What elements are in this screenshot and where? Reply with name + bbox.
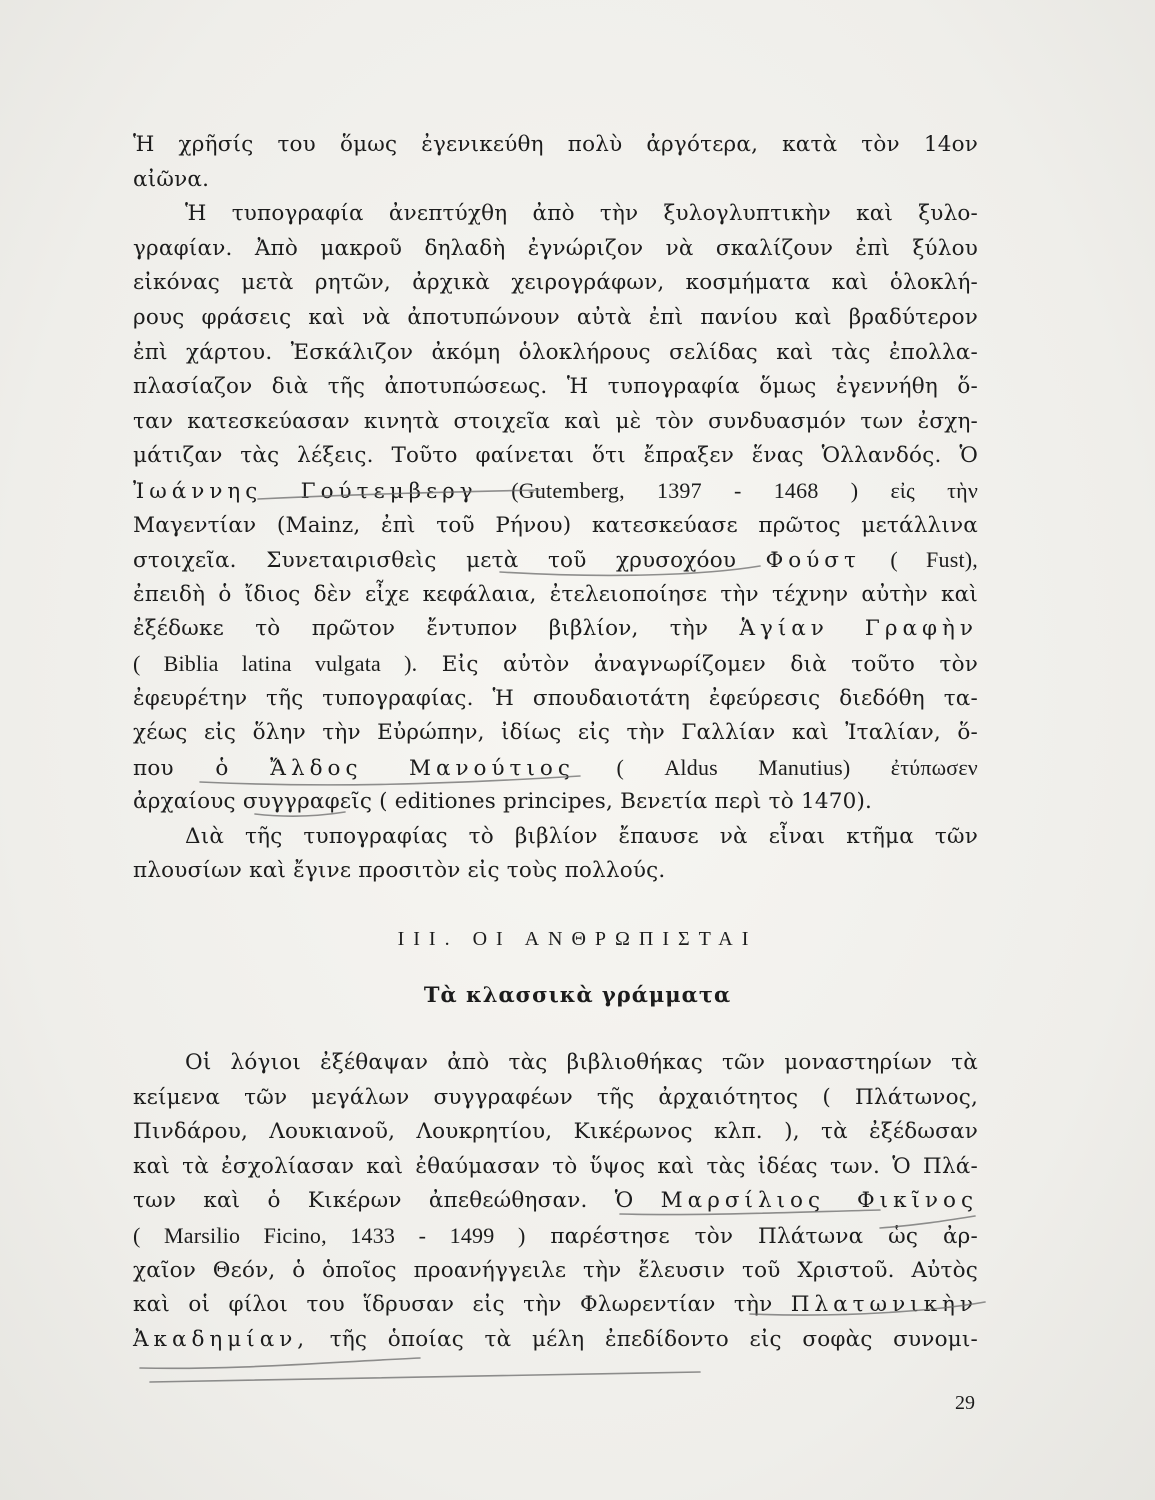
aldus-latin: ( Aldus Manutius) ἐτύπωσεν bbox=[616, 754, 978, 780]
ficino-pre: των καὶ ὁ Κικέρων ἀπεθεώθησαν. Ὁ bbox=[133, 1188, 634, 1214]
text-line: πλασίαζον διὰ τῆς ἀποτυπώσεως. Ἡ τυπογραφία ὅμως ἐγεννήθη ὅ- bbox=[133, 374, 978, 400]
text-line: ἀρχαίους συγγραφεῖς ( editiones principes, Βενετία περὶ τὸ 1470). bbox=[133, 789, 873, 815]
name-ficino: Μαρσίλιος Φικῖνος bbox=[660, 1188, 978, 1214]
name-gutenberg: Ἰωάννης Γούτεμβεργ bbox=[133, 478, 478, 504]
text-line-fust bbox=[133, 543, 978, 578]
main-text bbox=[133, 128, 978, 889]
name-fust: Φούστ bbox=[765, 548, 861, 574]
bible-latin: ( Biblia latina vulgata ). bbox=[133, 650, 418, 676]
bible-post: Εἰς αὐτὸν ἀναγνωρίζομεν διὰ τοῦτο τὸν bbox=[441, 651, 978, 677]
text-line: ἐπὶ χάρτου. Ἐσκάλιζον ἀκόμη ὁλοκλήρους σελίδας καὶ τὰς ἐπολλα- bbox=[133, 339, 978, 365]
text-line: χέως εἰς ὅλην τὴν Εὐρώπην, ἰδίως εἰς τὴν Γαλλίαν καὶ Ἰταλίαν, ὅ- bbox=[133, 720, 978, 746]
text-line: μάτιζαν τὰς λέξεις. Τοῦτο φαίνεται ὅτι ἔπραξεν ἕνας Ὁλλανδός. Ὁ bbox=[133, 443, 978, 469]
text-line: Ἡ τυπογραφία ἀνεπτύχθη ἀπὸ τὴν ξυλογλυπτικὴν καὶ ξυλο- bbox=[185, 201, 978, 227]
name-bible: Ἁγίαν Γραφὴν bbox=[739, 616, 978, 642]
ficino-post: παρέστησε τὸν Πλάτωνα ὡς ἀρ- bbox=[550, 1223, 978, 1249]
text-line-aldus bbox=[133, 751, 978, 786]
academy-post: τῆς ὁποίας τὰ μέλη ἐπεδίδοντο εἰς σοφὰς συνομι- bbox=[329, 1326, 978, 1352]
text-line-academy bbox=[133, 1288, 978, 1323]
underline-margin bbox=[150, 1372, 700, 1382]
text-line: εἰκόνας μετὰ ρητῶν, ἀρχικὰ χειρογράφων, κοσμήματα καὶ ὁλοκλή- bbox=[133, 270, 978, 296]
section-heading: III. ΟΙ ΑΝΘΡΩΠΙΣΤΑΙ bbox=[397, 928, 758, 950]
fust-pre: στοιχεῖα. Συνεταιρισθεὶς μετὰ τοῦ χρυσοχόου bbox=[133, 548, 737, 574]
name-aldus: Ἄλδος Μανούτιος bbox=[270, 755, 575, 781]
text-line: Οἱ λόγιοι ἐξέθαψαν ἀπὸ τὰς βιβλιοθήκας τῶν μοναστηρίων τὰ bbox=[185, 1050, 978, 1075]
text-line: κείμενα τῶν μεγάλων συγγραφέων τῆς ἀρχαιότητος ( Πλάτωνος, bbox=[133, 1084, 978, 1110]
text-line-academy-2 bbox=[133, 1323, 978, 1358]
text-line-ficino-latin bbox=[133, 1219, 978, 1254]
subheading: Τὰ κλασσικὰ γράμματα bbox=[423, 982, 732, 1007]
text-line: ρους φράσεις καὶ νὰ ἀποτυπώνουν αὐτὰ ἐπὶ πανίου καὶ βραδύτερον bbox=[133, 304, 978, 330]
text-line: γραφίαν. Ἀπὸ μακροῦ δηλαδὴ ἐγνώριζον νὰ σκαλίζουν ἐπὶ ξύλου bbox=[133, 235, 978, 261]
text-line: πλουσίων καὶ ἔγινε προσιτὸν εἰς τοὺς πολλούς. bbox=[133, 858, 666, 884]
text-line: ἐπειδὴ ὁ ἴδιος δὲν εἶχε κεφάλαια, ἐτελειοποίησε τὴν τέχνην αὐτὴν καὶ bbox=[133, 581, 978, 607]
bible-pre: ἐξέδωκε τὸ πρῶτον ἔντυπον βιβλίον, τὴν bbox=[133, 616, 709, 642]
text-line-bible-latin bbox=[133, 647, 978, 682]
name-academy: Ἀκαδημίαν, bbox=[133, 1326, 310, 1352]
text-line: Μαγεντίαν (Mainz, ἐπὶ τοῦ Ρήνου) κατεσκεύασε πρῶτος μετάλλινα bbox=[133, 512, 978, 538]
text-line: Πινδάρου, Λουκιανοῦ, Λουκρητίου, Κικέρωνος κλπ. ), τὰ ἐξέδωσαν bbox=[133, 1119, 978, 1145]
text-line-bible bbox=[133, 612, 978, 647]
page-number: 29 bbox=[955, 1392, 975, 1414]
text-line: Διὰ τῆς τυπογραφίας τὸ βιβλίον ἔπαυσε νὰ εἶναι κτῆμα τῶν bbox=[185, 823, 978, 849]
ficino-latin: ( Marsilio Ficino, 1433 - 1499 ) bbox=[133, 1222, 526, 1248]
gutenberg-detail: (Gutemberg, 1397 - 1468 ) εἰς τὴν bbox=[511, 477, 979, 503]
text-line: καὶ τὰ ἐσχολίασαν καὶ ἐθαύμασαν τὸ ὕψος καὶ τὰς ἰδέας των. Ὁ Πλά- bbox=[133, 1153, 978, 1179]
name-platonic: Πλατωνικὴν bbox=[790, 1292, 978, 1318]
text-line: Ἡ χρῆσίς του ὅμως ἐγενικεύθη πολὺ ἀργότερα, κατὰ τὸν 14ον bbox=[133, 132, 978, 157]
text-line: αἰῶνα. bbox=[133, 166, 210, 192]
text-line: ἐφευρέτην τῆς τυπογραφίας. Ἡ σπουδαιοτάτη ἐφεύρεσις διεδόθη τα- bbox=[133, 685, 978, 711]
text-line-gutenberg bbox=[133, 474, 978, 509]
text-line-ficino bbox=[133, 1184, 978, 1219]
academy-pre: καὶ οἱ φίλοι του ἵδρυσαν εἰς τὴν Φλωρεντίαν τὴν bbox=[133, 1292, 773, 1318]
underline-academy bbox=[140, 1358, 420, 1368]
fust-latin: ( Fust), bbox=[890, 547, 978, 573]
second-text bbox=[133, 1046, 978, 1357]
text-line: χαῖον Θεόν, ὁ ὁποῖος προανήγγειλε τὴν ἔλευσιν τοῦ Χριστοῦ. Αὐτὸς bbox=[133, 1257, 978, 1283]
text-line: ταν κατεσκεύασαν κινητὰ στοιχεῖα καὶ μὲ τὸν συνδυασμόν των ἐσχη- bbox=[133, 408, 978, 434]
aldus-pre: που ὁ bbox=[133, 755, 229, 781]
